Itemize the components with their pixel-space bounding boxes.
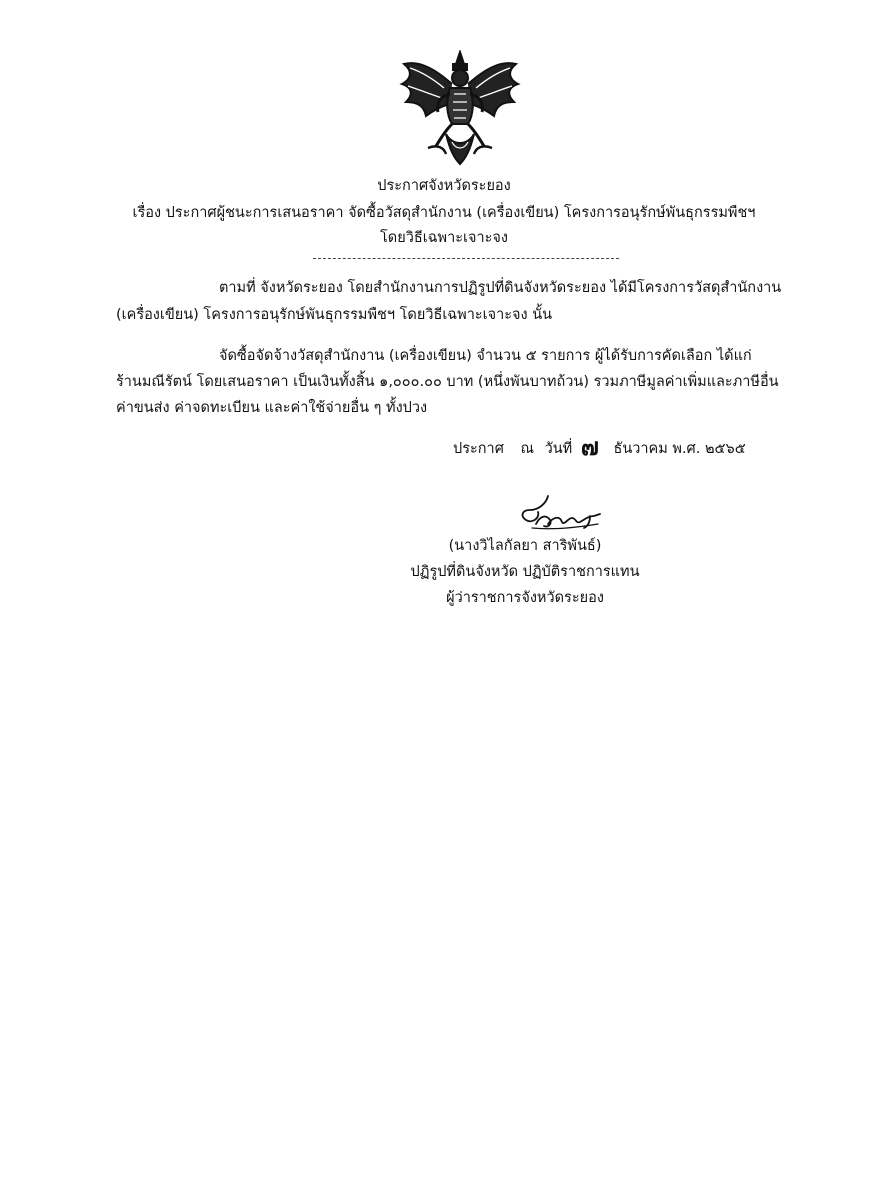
body-paragraph-2-line-2: ร้านมณีรัตน์ โดยเสนอราคา เป็นเงินทั้งสิ้น ๑,๐๐๐.๐๐ บาท (หนึ่งพันบาทถ้วน) รวมภาษีมูลค่าเพิ่มและภาษีอื่น — [116, 374, 779, 390]
date-month-year: ธันวาคม พ.ศ. ๒๕๖๕ — [613, 441, 746, 457]
announcement-subject: เรื่อง ประกาศผู้ชนะการเสนอราคา จัดซื้อวัสดุสำนักงาน (เครื่องเขียน) โครงการอนุรักษ์พันธุกรรมพืชฯ — [132, 205, 756, 221]
date-day-label: วันที่ — [544, 441, 573, 457]
signatory-position-2: ผู้ว่าราชการจังหวัดระยอง — [446, 590, 604, 606]
handwritten-signature — [512, 494, 604, 536]
body-paragraph-2-line-1: จัดซื้อจัดจ้างวัสดุสำนักงาน (เครื่องเขียน) จำนวน ๕ รายการ ผู้ได้รับการคัดเลือก ได้แก่ — [219, 348, 752, 364]
body-paragraph-1-line-2: (เครื่องเขียน) โครงการอนุรักษ์พันธุกรรมพืชฯ โดยวิธีเฉพาะเจาะจง นั้น — [116, 307, 553, 323]
date-at: ณ — [520, 441, 534, 457]
body-paragraph-1-line-1: ตามที่ จังหวัดระยอง โดยสำนักงานการปฏิรูปที่ดินจังหวัดระยอง ได้มีโครงการวัสดุสำนักงาน — [219, 280, 782, 296]
date-day: ๗ — [580, 432, 599, 461]
date-prefix: ประกาศ — [453, 441, 504, 457]
signatory-position-1: ปฏิรูปที่ดินจังหวัด ปฏิบัติราชการแทน — [410, 564, 640, 580]
body-paragraph-2-line-3: ค่าขนส่ง ค่าจดทะเบียน และค่าใช้จ่ายอื่น ๆ ทั้งปวง — [116, 400, 428, 416]
garuda-emblem-icon — [396, 50, 524, 168]
procurement-method: โดยวิธีเฉพาะเจาะจง — [380, 230, 508, 246]
dashed-divider — [313, 258, 619, 259]
announcement-title: ประกาศจังหวัดระยอง — [377, 178, 511, 194]
announcement-date — [453, 431, 746, 460]
signatory-name: (นางวิไลกัลยา สาริพันธ์) — [448, 538, 602, 554]
